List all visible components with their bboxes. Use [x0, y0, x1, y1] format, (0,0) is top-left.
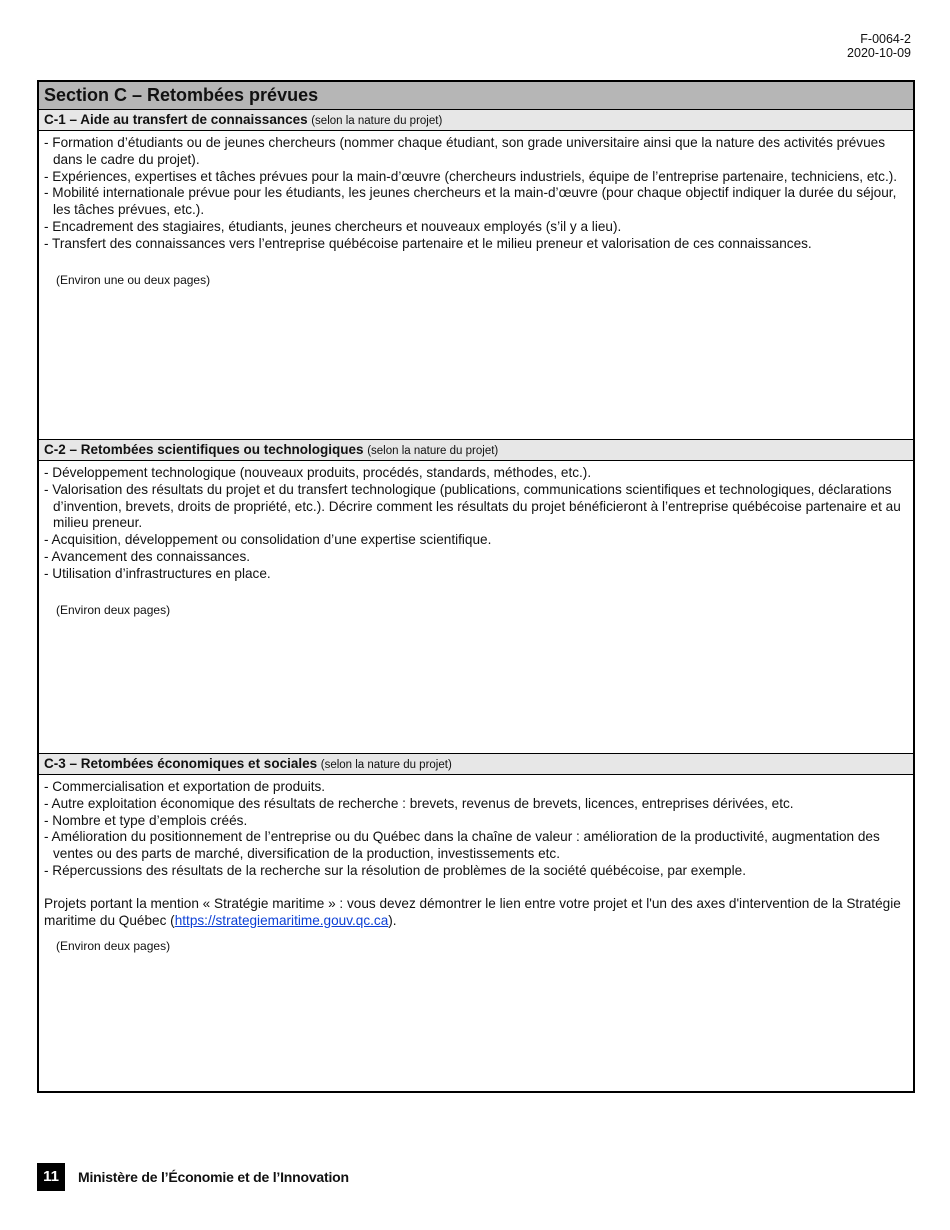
c3-bullets — [44, 779, 909, 880]
maritime-strategy-link[interactable]: https://strategiemaritime.gouv.qc.ca — [174, 912, 389, 928]
page-number: 11 — [37, 1163, 65, 1191]
list-item: - Mobilité internationale prévue pour les étudiants, les jeunes chercheurs et la main-d’œuvre (pour chaque objectif indiquer la durée du séjour, les tâches prévues, etc.). — [44, 185, 897, 218]
c1-title: C-1 – Aide au transfert de connaissances — [44, 112, 308, 127]
c1-field[interactable] — [39, 131, 913, 440]
maritime-text: Projets portant la mention « Stratégie maritime » : vous devez démontrer le lien entre votre projet et l'un des axes d'intervention de la Stratégie maritime du Québec ( — [44, 895, 901, 928]
c1-length-hint: (Environ une ou deux pages) — [56, 272, 211, 287]
list-item: - Acquisition, développement ou consolidation d’une expertise scientifique. — [44, 532, 492, 548]
form-number: F-0064-2 — [860, 32, 911, 46]
list-item: - Répercussions des résultats de la recherche sur la résolution de problèmes de la société québécoise, par exemple. — [44, 862, 746, 878]
c3-note: (selon la nature du projet) — [320, 759, 452, 771]
c2-bullets — [44, 465, 909, 583]
c2-header — [39, 440, 913, 461]
page-footer — [37, 1163, 349, 1191]
list-item: - Transfert des connaissances vers l’entreprise québécoise partenaire et le milieu preneur et valorisation de ces connaissances. — [44, 235, 812, 251]
c3-header — [39, 754, 913, 775]
list-item: - Expériences, expertises et tâches prévues pour la main-d’œuvre (chercheurs industriels, équipe de l’entreprise partenaire, techniciens, etc.). — [44, 168, 898, 184]
c3-length-hint: (Environ deux pages) — [56, 939, 171, 954]
c1-note: (selon la nature du projet) — [311, 115, 443, 127]
c3-title: C-3 – Retombées économiques et sociales — [44, 756, 318, 771]
form-code — [847, 32, 911, 60]
list-item: - Développement technologique (nouveaux produits, procédés, standards, méthodes, etc.). — [44, 465, 592, 480]
maritime-text-end: ). — [388, 912, 397, 928]
section-c-frame — [37, 80, 915, 1093]
list-item: - Utilisation d’infrastructures en place. — [44, 565, 271, 581]
c2-note: (selon la nature du projet) — [367, 445, 499, 457]
list-item: - Autre exploitation économique des résultats de recherche : brevets, revenus de brevets, licences, entreprises dérivées, etc. — [44, 795, 794, 811]
c2-length-hint: (Environ deux pages) — [56, 602, 171, 617]
maritime-strategy-note — [44, 896, 909, 930]
list-item: - Valorisation des résultats du projet et du transfert technologique (publications, communications scientifiques et technologiques, déclarations d’invention, brevets, droits de propriété, etc.). Décrire comment les résultats du projet bénéficieront à l’entreprise québécoise partenaire et au milieu preneur. — [44, 481, 901, 531]
c3-field[interactable] — [39, 775, 913, 1085]
c2-field[interactable] — [39, 461, 913, 754]
list-item: - Encadrement des stagiaires, étudiants, jeunes chercheurs et nouveaux employés (s’il y a lieu). — [44, 218, 622, 234]
list-item: - Formation d’étudiants ou de jeunes chercheurs (nommer chaque étudiant, son grade universitaire ainsi que la nature des activités prévues dans le cadre du projet). — [44, 135, 886, 167]
c2-title: C-2 – Retombées scientifiques ou technologiques — [44, 442, 364, 457]
c1-bullets — [44, 135, 909, 253]
list-item: - Commercialisation et exportation de produits. — [44, 779, 326, 794]
section-title: Section C – Retombées prévues — [39, 82, 913, 110]
list-item: - Avancement des connaissances. — [44, 548, 251, 564]
list-item: - Amélioration du positionnement de l’entreprise ou du Québec dans la chaîne de valeur : amélioration de la productivité, augmentation des ventes ou des parts de marché, diversification de la production, investissements etc. — [44, 829, 880, 862]
ministry-name: Ministère de l’Économie et de l’Innovation — [78, 1169, 349, 1185]
list-item: - Nombre et type d’emplois créés. — [44, 812, 248, 828]
form-date: 2020-10-09 — [847, 46, 911, 60]
c1-header — [39, 110, 913, 131]
